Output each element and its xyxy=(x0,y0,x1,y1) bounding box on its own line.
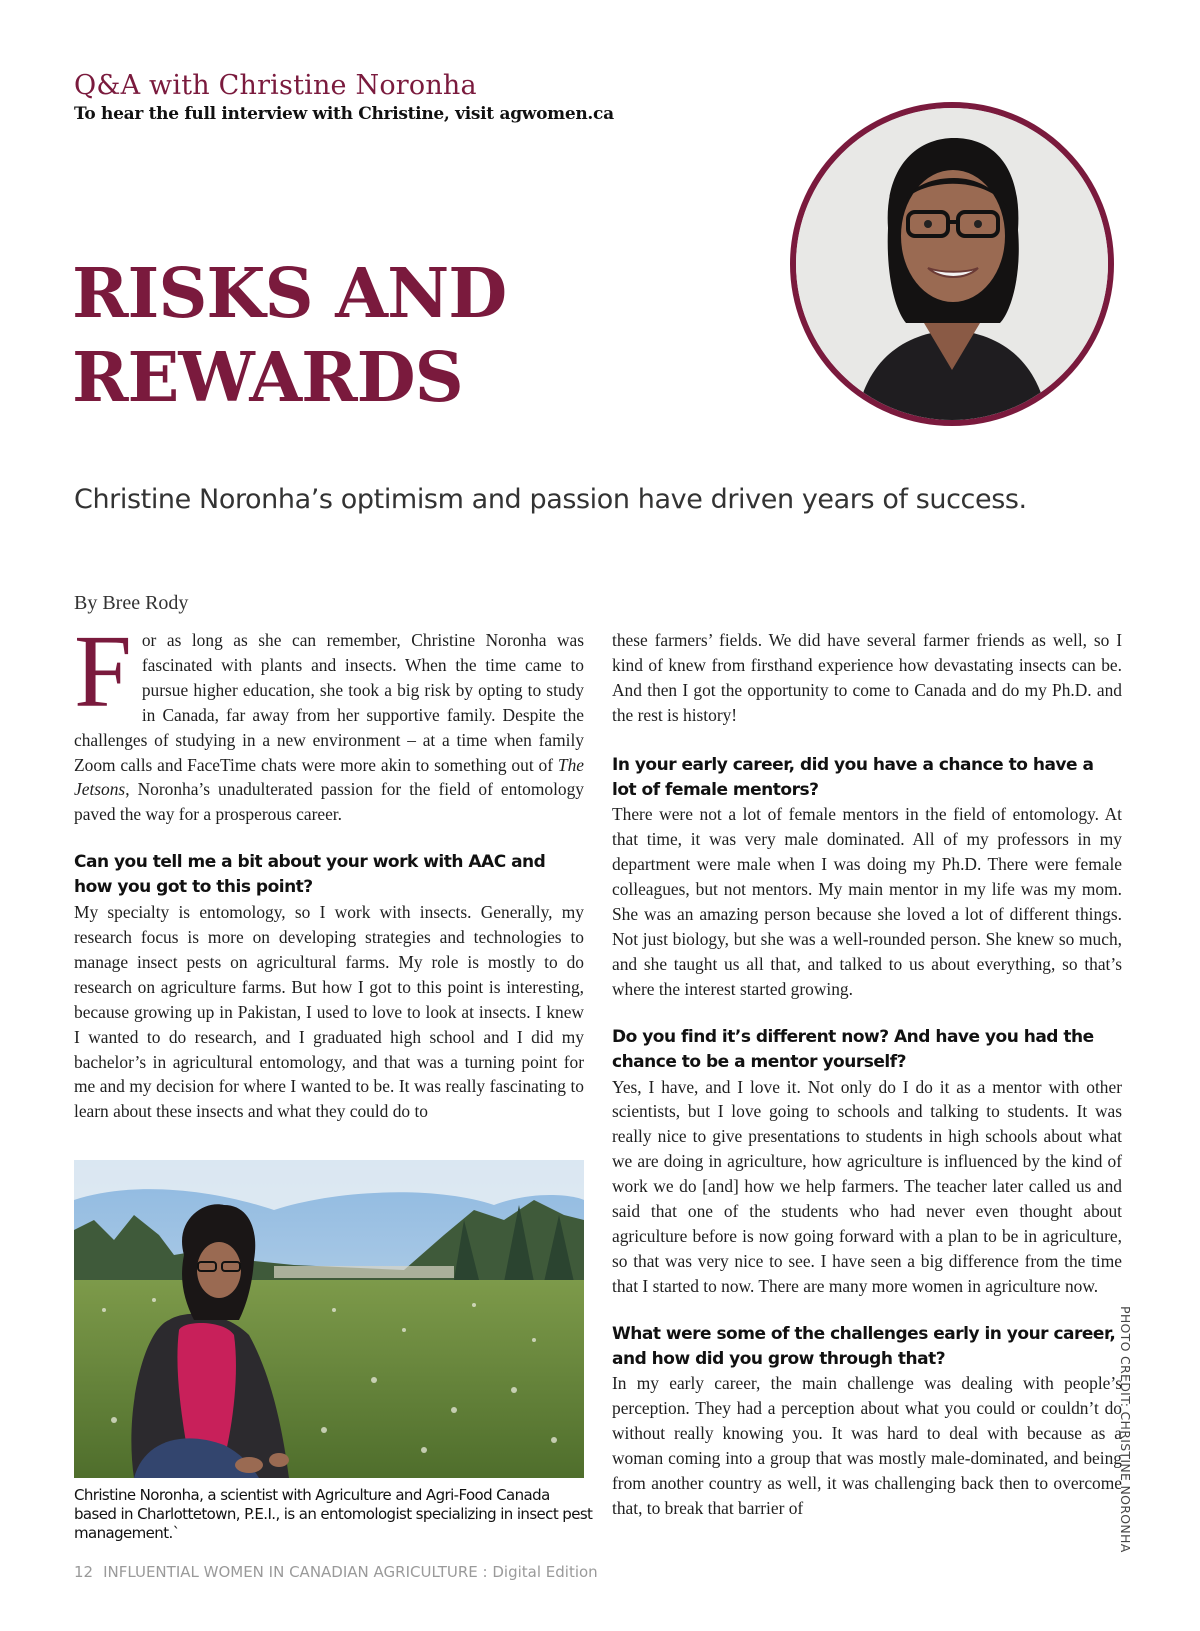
answer-1: My specialty is entomology, so I work with insects. Generally, my research focus is more on developing strategies and technologies to manage insect pests on agricultural farms. My role is mostly to do research on agriculture farms. But how I got to this point is interesting, because growing up in Pakistan, I used to love to look at insects. I knew I wanted to do research, and I graduated high school and I did my bachelor’s in agricultural entomology, and that was a turning point for me and my decision for where I wanted to be. It was really fascinating to learn about these insects and what they could do to xyxy=(74,902,584,1122)
answer-3: Yes, I have, and I love it. Not only do I do it as a mentor with other scientists, but I love going to schools and talking to students. It was really nice to give presentations to students in high schools about what we are doing in agriculture, how agriculture is influenced by the kind of work we do [and] how we help farmers. The teacher later called us and said that one of the students who had never even thought about agriculture before is now going forward with a plan to be in agriculture, so that was very nice to see. I have seen a big difference from the time that I started to now. There are many more women in agriculture now. xyxy=(612,1076,1122,1296)
question-4: What were some of the challenges early in your career, and how did you grow through that? xyxy=(612,1323,1116,1369)
qa-subtitle: To hear the full interview with Christine, visit agwomen.ca xyxy=(74,104,614,124)
deck: Christine Noronha’s optimism and passion have driven years of success. xyxy=(74,484,1027,515)
answer-1-continued: these farmers’ fields. We did have several farmer friends as well, so I kind of knew from firsthand experience how devastating insects can be. And then I got the opportunity to come to Canada and do my Ph.D. and the rest is history! xyxy=(612,630,1122,725)
answer-4: In my early career, the main challenge was dealing with people’s perception. They had a perception about what you could or couldn’t do without really knowing you. It was hard to deal with because as a woman coming into a group that was mostly male-dominated, and being from another country as well, it was challenging back then to overcome that, to break that barrier of xyxy=(612,1373,1122,1518)
portrait-illustration xyxy=(796,108,1108,420)
article-column-right xyxy=(612,628,1122,1521)
photo-credit: PHOTO CREDIT: CHRISTINE NORONHA xyxy=(1118,1306,1133,1553)
photo-caption: Christine Noronha, a scientist with Agriculture and Agri-Food Canada based in Charlottetown, P.E.I., is an entomologist specializing in insect pest management.` xyxy=(74,1486,593,1542)
article-column-left xyxy=(74,614,584,1124)
headline-line-1: RISKS AND xyxy=(72,254,507,334)
question-1: Can you tell me a bit about your work with AAC and how you got to this point? xyxy=(74,852,546,898)
publication-name: INFLUENTIAL WOMEN IN CANADIAN AGRICULTURE xyxy=(103,1563,478,1581)
question-3: Do you find it’s different now? And have you had the chance to be a mentor yourself? xyxy=(612,1026,1094,1072)
field-illustration xyxy=(74,1160,584,1478)
intro-paragraph xyxy=(74,614,584,827)
intro-text-2: , Noronha’s unadulterated passion for the field of entomology paved the way for a prosperous career. xyxy=(74,779,584,825)
qa-title: Q&A with Christine Noronha xyxy=(74,70,477,101)
headline xyxy=(72,252,506,420)
drop-cap: F xyxy=(74,614,132,729)
intro-text-1: or as long as she can remember, Christine Noronha was fascinated with plants and insects. When the time came to pursue higher education, she took a big risk by opting to study in Canada, far away from her supportive family. Despite the challenges of studying in a new environment – at a time when family Zoom calls and FaceTime chats were more akin to something out of xyxy=(74,630,584,775)
page-footer xyxy=(74,1563,598,1581)
answer-2: There were not a lot of female mentors in the field of entomology. At that time, it was very male dominated. All of my professors in my department were male when I was doing my Ph.D. There were female colleagues, but not mentors. My main mentor in my life was my mom. She was an amazing person because she loved a lot of different things. Not just biology, but she was a well-rounded person. She knew so much, and she taught us all that, and talked to us about everything, so that’s where the interest started growing. xyxy=(612,804,1122,999)
portrait-photo xyxy=(790,102,1114,426)
headline-line-2: REWARDS xyxy=(72,338,463,418)
page-number: 12 xyxy=(74,1563,94,1581)
field-photo xyxy=(74,1160,584,1478)
byline: By Bree Rody xyxy=(74,592,189,614)
question-2: In your early career, did you have a chance to have a lot of female mentors? xyxy=(612,754,1094,800)
edition-label: : Digital Edition xyxy=(477,1563,598,1581)
intro-italic-title: The Jetsons xyxy=(74,754,584,800)
